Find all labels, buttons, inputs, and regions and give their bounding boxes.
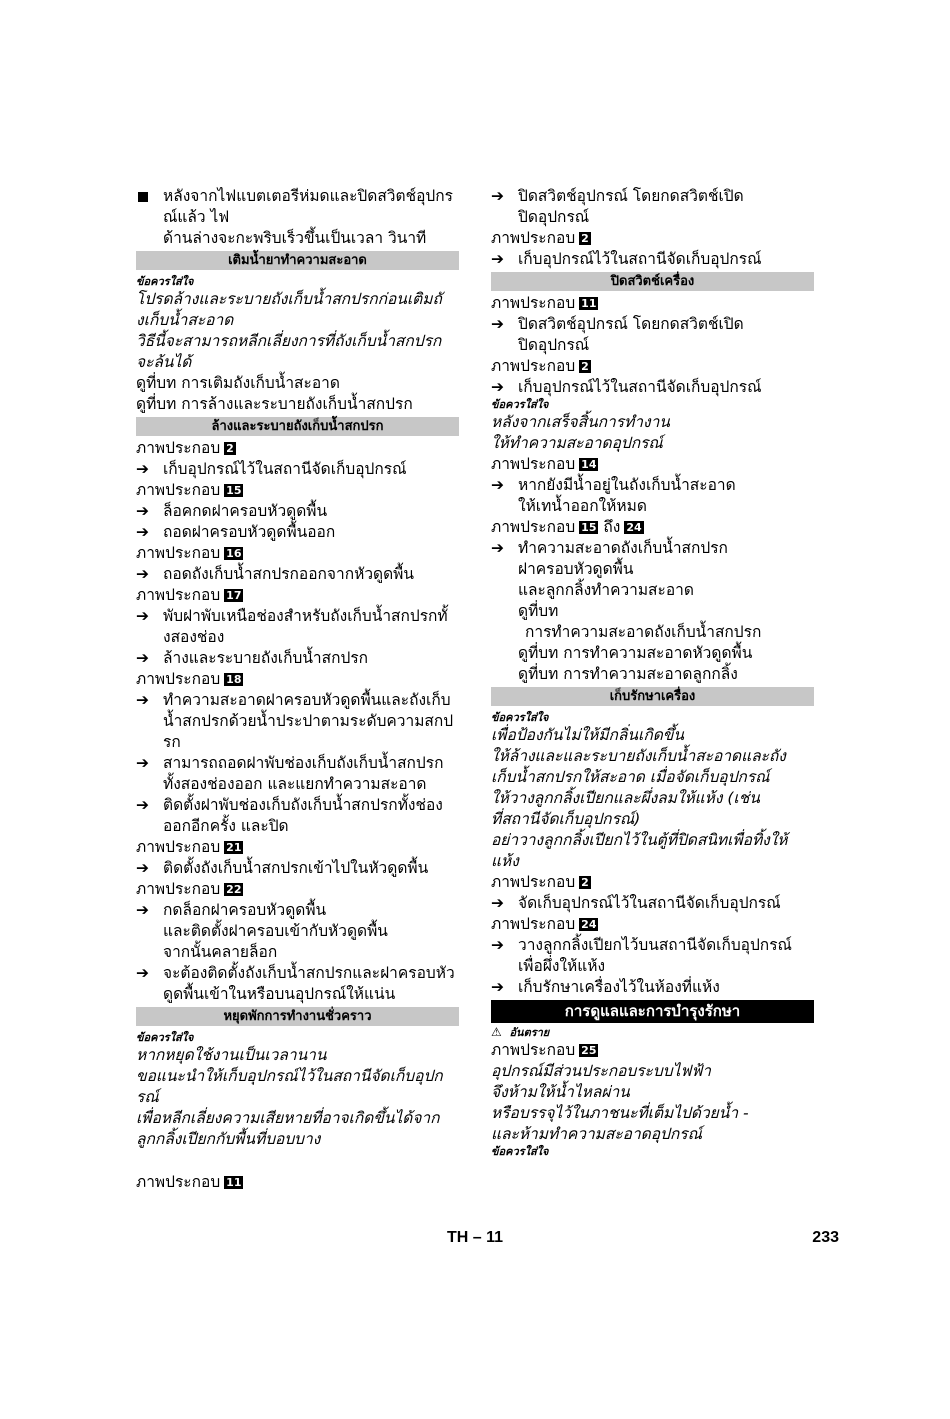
note-text: อย่าวางลูกกลิ้งเปียกไว้ในตู้ที่ปิดสนิทเพื่อทิ้งให้ bbox=[491, 831, 788, 849]
note-text: แห้ง bbox=[491, 852, 519, 870]
note-text: หากหยุดใช้งานเป็นเวลานาน bbox=[136, 1046, 327, 1064]
cross-reference: ดูที่บท bbox=[518, 602, 559, 620]
danger-label: ⚠ อันตราย bbox=[491, 1025, 550, 1039]
figure-number: 16 bbox=[226, 547, 242, 560]
figure-number: 11 bbox=[226, 1176, 242, 1189]
note-text: เพื่อหลีกเลี่ยงความเสียหายที่อาจเกิดขึ้นได้จาก bbox=[136, 1109, 440, 1127]
arrow-right-icon: ➔ bbox=[136, 607, 149, 625]
figure-ref: ภาพประกอบ 15 ถึง 24 bbox=[491, 518, 642, 536]
arrow-right-icon: ➔ bbox=[491, 936, 504, 954]
arrow-right-icon: ➔ bbox=[136, 859, 149, 877]
cross-reference: การทำความสะอาดถังเก็บน้ำสกปรก bbox=[525, 623, 762, 641]
figure-number: 15 bbox=[226, 484, 242, 497]
arrow-right-icon: ➔ bbox=[491, 315, 504, 333]
note-label: ข้อควรใส่ใจ bbox=[136, 275, 194, 288]
arrow-right-icon: ➔ bbox=[136, 754, 149, 772]
arrow-right-icon: ➔ bbox=[136, 901, 149, 919]
figure-number: 14 bbox=[581, 458, 597, 471]
step-item: ➔ จะต้องติดตั้งถังเก็บน้ำสกปรกและฝาครอบหัว bbox=[136, 964, 455, 982]
arrow-right-icon: ➔ bbox=[491, 250, 504, 268]
figure-number: 24 bbox=[581, 918, 597, 931]
step-continuation: และลูกกลิ้งทำความสะอาด bbox=[518, 581, 694, 599]
figure-number: 15 bbox=[581, 521, 597, 534]
step-continuation: ปิดอุปกรณ์ bbox=[518, 208, 590, 226]
section-heading: เก็บรักษาเครื่อง bbox=[491, 687, 814, 706]
arrow-right-icon: ➔ bbox=[136, 565, 149, 583]
step-item: ➔ ถอดฝาครอบหัวดูดพื้นออก bbox=[136, 523, 336, 541]
note-text: ลูกกลิ้งเปียกกับพื้นที่บอบบาง bbox=[136, 1130, 321, 1148]
note-text: ให้วางลูกกลิ้งเปียกและผึ่งลมให้แห้ง (เช่น bbox=[491, 789, 760, 807]
step-continuation: ออกอีกครั้ง และปิด bbox=[163, 817, 289, 835]
arrow-right-icon: ➔ bbox=[136, 964, 149, 982]
note-text: เก็บน้ำสกปรกให้สะอาด เมื่อจัดเก็บอุปกรณ์ bbox=[491, 768, 770, 786]
note-label: ข้อควรใส่ใจ bbox=[491, 1145, 549, 1158]
page-number: 233 bbox=[812, 1229, 839, 1246]
step-item: ➔ เก็บอุปกรณ์ไว้ในสถานีจัดเก็บอุปกรณ์ bbox=[491, 250, 762, 268]
step-item: ➔ ถอดถังเก็บน้ำสกปรกออกจากหัวดูดพื้น bbox=[136, 565, 414, 583]
step-continuation: ทั้งสองช่องออก และแยกทำความสะอาด bbox=[163, 775, 427, 793]
note-text: งเก็บน้ำสะอาด bbox=[136, 311, 234, 329]
note-text: และห้ามทำความสะอาดอุปกรณ์ bbox=[491, 1125, 702, 1143]
section-heading: ปิดสวิตช์เครื่อง bbox=[491, 272, 814, 291]
figure-ref: ภาพประกอบ 15 bbox=[136, 481, 242, 499]
step-item: ➔ ปิดสวิตช์อุปกรณ์ โดยกดสวิตช์เปิด bbox=[491, 187, 744, 205]
arrow-right-icon: ➔ bbox=[136, 502, 149, 520]
figure-ref: ภาพประกอบ 2 bbox=[491, 873, 589, 891]
chapter-heading: การดูแลและการบำรุงรักษา bbox=[491, 1000, 814, 1023]
note-text: ให้ล้างและและระบายถังเก็บน้ำสะอาดและถัง bbox=[491, 747, 786, 765]
arrow-right-icon: ➔ bbox=[491, 378, 504, 396]
note-label: ข้อควรใส่ใจ bbox=[491, 711, 549, 724]
arrow-right-icon: ➔ bbox=[491, 894, 504, 912]
step-item: ➔ หากยังมีน้ำอยู่ในถังเก็บน้ำสะอาด bbox=[491, 476, 736, 494]
cross-reference: ดูที่บท การทำความสะอาดลูกกลิ้ง bbox=[518, 665, 738, 683]
note-text: ขอแนะนำให้เก็บอุปกรณ์ไว้ในสถานีจัดเก็บอุปก bbox=[136, 1067, 443, 1085]
figure-ref: ภาพประกอบ 16 bbox=[136, 544, 242, 562]
step-item: ➔ เก็บอุปกรณ์ไว้ในสถานีจัดเก็บอุปกรณ์ bbox=[136, 460, 407, 478]
text-line: ณ์แล้ว ไฟ bbox=[163, 208, 230, 226]
right-column bbox=[491, 186, 814, 1159]
step-continuation: น้ำสกปรกด้วยน้ำประปาตามระดับความสกป bbox=[163, 712, 454, 730]
arrow-right-icon: ➔ bbox=[136, 649, 149, 667]
step-continuation: งสองช่อง bbox=[163, 628, 225, 646]
figure-ref: ภาพประกอบ 2 bbox=[491, 357, 589, 375]
figure-number: 21 bbox=[226, 841, 242, 854]
figure-ref: ภาพประกอบ 17 bbox=[136, 586, 242, 604]
step-continuation: และติดตั้งฝาครอบเข้ากับหัวดูดพื้น bbox=[163, 922, 388, 940]
step-item: ➔ ทำความสะอาดถังเก็บน้ำสกปรก bbox=[491, 539, 728, 557]
step-continuation: ดูดพื้นเข้าในหรือบนอุปกรณ์ให้แน่น bbox=[163, 985, 396, 1003]
figure-ref: ภาพประกอบ 24 bbox=[491, 915, 597, 933]
section-heading: เติมน้ำยาทำความสะอาด bbox=[136, 251, 459, 270]
note-text: รณ์ bbox=[136, 1088, 159, 1106]
cross-reference: ดูที่บท การเติมถังเก็บน้ำสะอาด bbox=[136, 374, 340, 392]
step-item: ➔ พับฝาพับเหนือช่องสำหรับถังเก็บน้ำสกปรกทั้ bbox=[136, 607, 448, 625]
bullet-item: หลังจากไฟแบตเตอรีห่มดและปิดสวิตช์อุปกร bbox=[136, 186, 459, 207]
step-continuation: รก bbox=[163, 733, 181, 751]
note-text: อุปกรณ์มีส่วนประกอบระบบไฟฟ้า bbox=[491, 1062, 712, 1080]
note-text: วิธีนี้จะสามารถหลีกเลี่ยงการที่ถังเก็บน้ำสกปรก bbox=[136, 332, 442, 350]
note-text: จึงห้ามให้น้ำไหลผ่าน bbox=[491, 1083, 630, 1101]
page-footer-section: TH – 11 bbox=[446, 1229, 504, 1246]
step-continuation: ให้เทน้ำออกให้หมด bbox=[518, 497, 647, 515]
figure-ref: ภาพประกอบ 21 bbox=[136, 838, 242, 856]
figure-ref: ภาพประกอบ 11 bbox=[136, 1173, 242, 1191]
figure-number: 22 bbox=[226, 883, 242, 896]
step-item: ➔ ติดตั้งถังเก็บน้ำสกปรกเข้าไปในหัวดูดพื้น bbox=[136, 859, 429, 877]
figure-ref: ภาพประกอบ 14 bbox=[491, 455, 597, 473]
step-item: ➔ ติดตั้งฝาพับช่องเก็บถังเก็บน้ำสกปรกทั้งช่อง bbox=[136, 796, 443, 814]
note-text: โปรดล้างและระบายถังเก็บน้ำสกปรกก่อนเติมถั bbox=[136, 290, 442, 308]
text-line: ด้านล่างจะกะพริบเร็วขึ้นเป็นเวลา วินาที bbox=[163, 229, 427, 247]
arrow-right-icon: ➔ bbox=[136, 460, 149, 478]
note-text: ให้ทำความสะอาดอุปกรณ์ bbox=[491, 434, 663, 452]
figure-number: 25 bbox=[581, 1044, 597, 1057]
step-item: ➔ กดล็อกฝาครอบหัวดูดพื้น bbox=[136, 901, 327, 919]
figure-ref: ภาพประกอบ 2 bbox=[491, 229, 589, 247]
figure-number: 2 bbox=[581, 876, 589, 889]
arrow-right-icon: ➔ bbox=[136, 523, 149, 541]
note-label: ข้อควรใส่ใจ bbox=[136, 1031, 194, 1044]
note-text: จะล้นได้ bbox=[136, 353, 192, 371]
arrow-right-icon: ➔ bbox=[136, 796, 149, 814]
note-label: ข้อควรใส่ใจ bbox=[491, 398, 549, 411]
step-continuation: ฝาครอบหัวดูดพื้น bbox=[518, 560, 634, 578]
step-item: ➔ ล้างและระบายถังเก็บน้ำสกปรก bbox=[136, 649, 369, 667]
arrow-right-icon: ➔ bbox=[136, 691, 149, 709]
figure-number: 2 bbox=[581, 232, 589, 245]
cross-reference: ดูที่บท การล้างและระบายถังเก็บน้ำสกปรก bbox=[136, 395, 413, 413]
figure-ref: ภาพประกอบ 25 bbox=[491, 1041, 597, 1059]
left-column bbox=[136, 186, 459, 1193]
note-text: เพื่อป้องกันไม่ให้มีกลิ่นเกิดขึ้น bbox=[491, 726, 684, 744]
figure-number: 24 bbox=[626, 521, 642, 534]
arrow-right-icon: ➔ bbox=[491, 187, 504, 205]
step-item: ➔ ปิดสวิตช์อุปกรณ์ โดยกดสวิตช์เปิด bbox=[491, 315, 744, 333]
warning-triangle-icon: ⚠ bbox=[491, 1025, 502, 1039]
figure-ref: ภาพประกอบ 18 bbox=[136, 670, 242, 688]
arrow-right-icon: ➔ bbox=[491, 476, 504, 494]
figure-ref: ภาพประกอบ 22 bbox=[136, 880, 242, 898]
square-bullet-icon bbox=[138, 192, 148, 202]
figure-number: 2 bbox=[226, 442, 234, 455]
step-continuation: ปิดอุปกรณ์ bbox=[518, 336, 590, 354]
figure-ref: ภาพประกอบ 2 bbox=[136, 439, 234, 457]
cross-reference: ดูที่บท การทำความสะอาดหัวดูดพื้น bbox=[518, 644, 753, 662]
figure-number: 17 bbox=[226, 589, 242, 602]
arrow-right-icon: ➔ bbox=[491, 978, 504, 996]
arrow-right-icon: ➔ bbox=[491, 539, 504, 557]
step-item: ➔ สามารถถอดฝาพับช่องเก็บถังเก็บน้ำสกปรก bbox=[136, 754, 444, 772]
step-item: ➔ วางลูกกลิ้งเปียกไว้บนสถานีจัดเก็บอุปกรณ์ bbox=[491, 936, 792, 954]
step-item: ➔ จัดเก็บอุปกรณ์ไว้ในสถานีจัดเก็บอุปกรณ์ bbox=[491, 894, 781, 912]
figure-number: 2 bbox=[581, 360, 589, 373]
step-item: ➔ ทำความสะอาดฝาครอบหัวดูดพื้นและถังเก็บ bbox=[136, 691, 451, 709]
section-heading: ล้างและระบายถังเก็บน้ำสกปรก bbox=[136, 417, 459, 436]
note-text: หลังจากเสร็จสิ้นการทำงาน bbox=[491, 413, 670, 431]
step-item: ➔ เก็บรักษาเครื่องไว้ในห้องที่แห้ง bbox=[491, 978, 720, 996]
figure-ref: ภาพประกอบ 11 bbox=[491, 294, 597, 312]
step-continuation: เพื่อผึ่งให้แห้ง bbox=[518, 957, 606, 975]
note-text: ที่สถานีจัดเก็บอุปกรณ์) bbox=[491, 810, 641, 828]
step-continuation: จากนั้นคลายล็อก bbox=[163, 943, 278, 961]
section-heading: หยุดพักการทำงานชั่วคราว bbox=[136, 1007, 459, 1026]
figure-number: 11 bbox=[581, 297, 597, 310]
step-item: ➔ เก็บอุปกรณ์ไว้ในสถานีจัดเก็บอุปกรณ์ bbox=[491, 378, 762, 396]
step-item: ➔ ล็อคกดฝาครอบหัวดูดพื้น bbox=[136, 502, 328, 520]
figure-number: 18 bbox=[226, 673, 242, 686]
note-text: หรือบรรจุไว้ในภาชนะที่เต็มไปด้วยน้ำ - bbox=[491, 1104, 749, 1122]
